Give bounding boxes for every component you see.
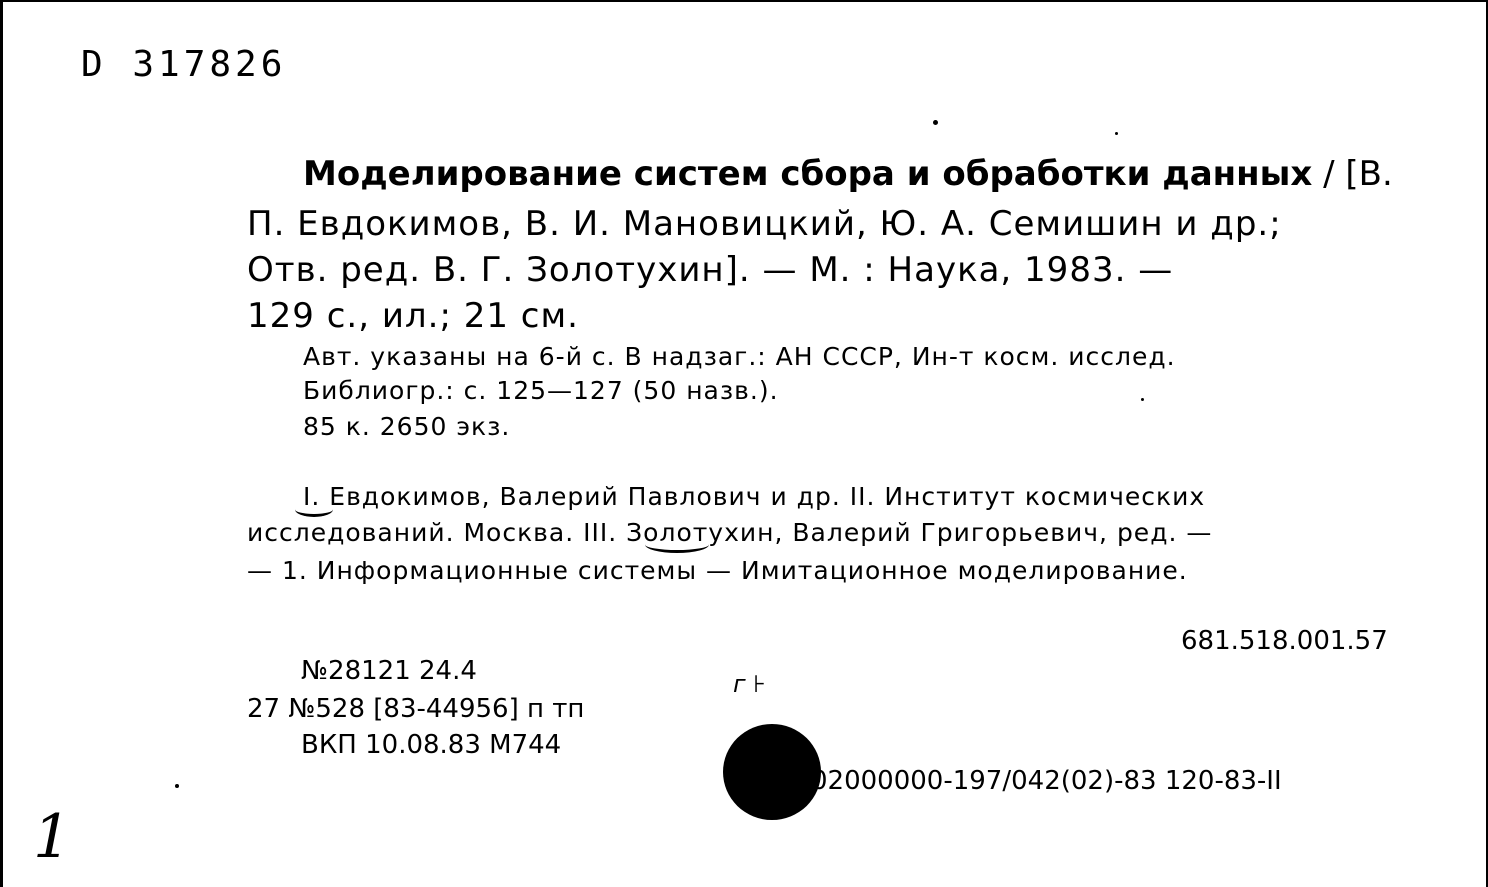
- publisher-code: 02000000-197/042(02)-83 120-83-II: [811, 766, 1282, 796]
- speck: [1141, 398, 1144, 401]
- speck: [933, 120, 938, 125]
- note-bibliography: Библиогр.: с. 125—127 (50 назв.).: [303, 376, 779, 405]
- tracing-line: — 1. Информационные системы — Имитационное моделирование.: [247, 556, 1188, 585]
- underline-mark: [295, 502, 333, 517]
- tracing-line: I. Евдокимов, Валерий Павлович и др. II. Институт космических: [303, 482, 1206, 511]
- note-authors: Авт. указаны на 6-й с. В надзаг.: АН СССР, Ин-т косм. исслед.: [303, 342, 1176, 371]
- speck: [175, 784, 179, 788]
- order-line: ВКП 10.08.83 М744: [301, 730, 562, 760]
- handwritten-number: 1: [33, 802, 72, 872]
- imprint-line: Отв. ред. В. Г. Золотухин]. — М. : Наука, 1983. —: [247, 250, 1174, 290]
- authors-line: П. Евдокимов, В. И. Мановицкий, Ю. А. Семишин и др.;: [247, 204, 1282, 244]
- order-line: 27 №528 [83-44956] п тп: [247, 694, 585, 724]
- order-line: №28121 24.4: [301, 656, 477, 686]
- udc-classification: 681.518.001.57: [1181, 626, 1388, 656]
- punch-hole: [723, 724, 821, 820]
- title-continuation: / [В.: [1312, 154, 1393, 194]
- speck: [1115, 132, 1118, 135]
- title-line: [303, 154, 1393, 194]
- collation-line: 129 с., ил.; 21 см.: [247, 296, 579, 336]
- underline-mark: [645, 536, 709, 553]
- tracing-line: исследований. Москва. III. Золотухин, Валерий Григорьевич, ред. —: [247, 518, 1213, 547]
- book-title: Моделирование систем сбора и обработки данных: [303, 154, 1313, 194]
- handwritten-mark: г ⊦: [733, 670, 766, 698]
- note-price: 85 к. 2650 экз.: [303, 412, 511, 441]
- call-number: D 317826: [81, 44, 287, 85]
